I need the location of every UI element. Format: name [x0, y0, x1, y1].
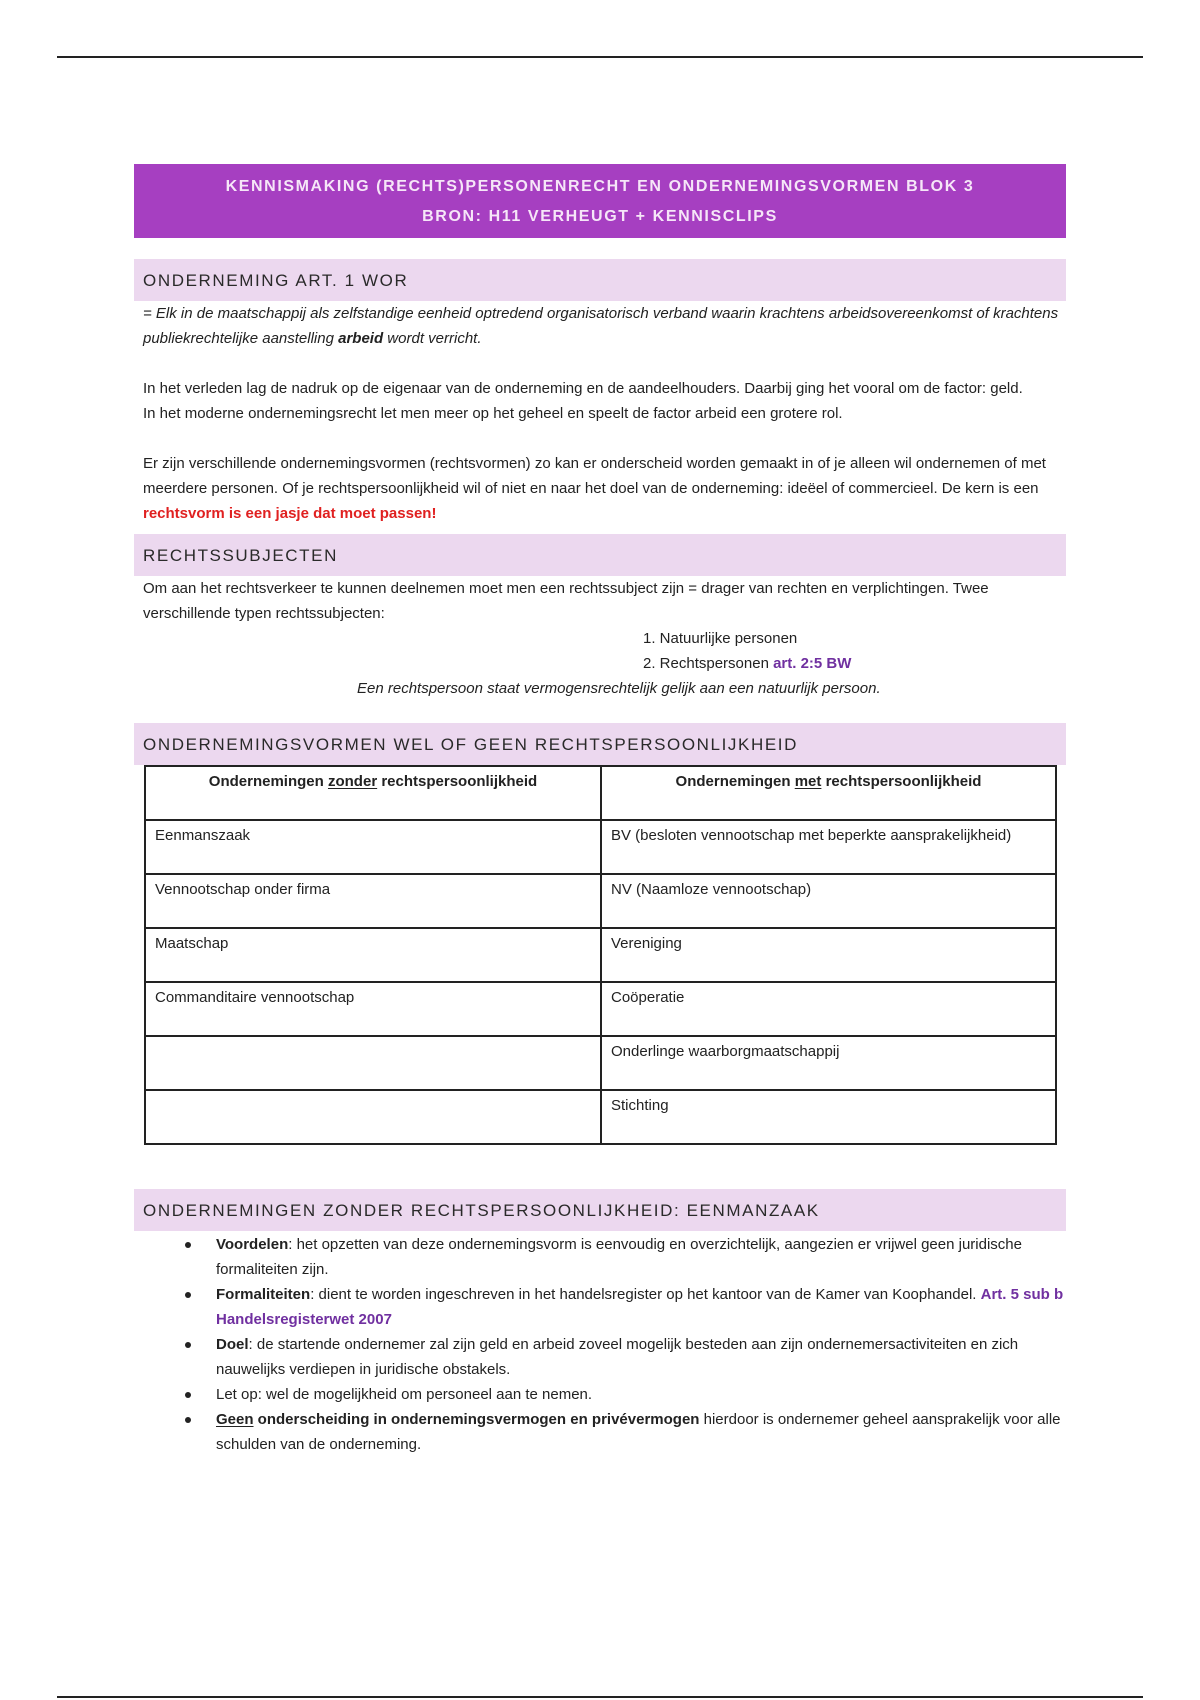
table-cell: Eenmanszaak: [145, 820, 601, 874]
bullet-item: Let op: wel de mogelijkheid om personeel aan te nemen.: [134, 1382, 1066, 1407]
document-title: [134, 164, 1066, 238]
table-cell: [145, 1090, 601, 1144]
bullet-item: Geen onderscheiding in ondernemingsvermogen en privévermogen hierdoor is ondernemer geheel aansprakelijk voor alle schulden van de onderneming.: [134, 1407, 1066, 1457]
section-heading-eenmanszaak: ONDERNEMINGEN ZONDER RECHTSPERSOONLIJKHEID: EENMANZAAK: [134, 1189, 1066, 1231]
table-row: [145, 1036, 1056, 1090]
eenmanszaak-bullets: [134, 1231, 1066, 1457]
ondernemingsvormen-table: [144, 765, 1057, 1145]
table-header-row: [145, 766, 1056, 820]
section-onderneming: [134, 301, 1066, 526]
paragraph: Er zijn verschillende ondernemingsvormen (rechtsvormen) zo kan er onderscheid worden gemaakt in of je alleen wil ondernemen of met meerdere personen. Of je rechtspersoonlijkheid wil of niet en naar het doel van de onderneming: ideëel of commercieel. De kern is een rechtsvorm is een jasje dat moet passen!: [143, 455, 1046, 522]
bottom-rule: [57, 1696, 1143, 1698]
definition: = Elk in de maatschappij als zelfstandige eenheid optredend organisatorisch verband waarin krachtens arbeidsovereenkomst of krachtens publiekrechtelijke aanstelling arbeid wordt verricht.: [143, 305, 1059, 347]
table-row: [145, 928, 1056, 982]
bullet-item: Doel: de startende ondernemer zal zijn geld en arbeid zoveel mogelijk besteden aan zijn ondernemersactiviteiten en zich nauwelijks verdiepen in juridische obstakels.: [134, 1332, 1066, 1382]
section-heading-onderneming: ONDERNEMING ART. 1 WOR: [134, 259, 1066, 301]
table-row: [145, 874, 1056, 928]
law-reference: Art. 5 sub b Handelsregisterwet 2007: [216, 1286, 1064, 1328]
title-line-2: BRON: H11 VERHEUGT + KENNISCLIPS: [422, 208, 778, 225]
bullet-item: Formaliteiten: dient te worden ingeschreven in het handelsregister op het kantoor van de Kamer van Koophandel. Art. 5 sub b Handelsregisterwet 2007: [134, 1282, 1066, 1332]
bullet-item: Voordelen: het opzetten van deze ondernemingsvorm is eenvoudig en overzichtelijk, aangezien er vrijwel geen juridische formaliteiten zijn.: [134, 1232, 1066, 1282]
section-heading-rechtssubjecten: RECHTSSUBJECTEN: [134, 534, 1066, 576]
table-cell: Vereniging: [601, 928, 1056, 982]
list-item: 2. Rechtspersonen art. 2:5 BW: [643, 655, 852, 672]
paragraph: In het moderne ondernemingsrecht let men meer op het geheel en speelt de factor arbeid een grotere rol.: [143, 405, 843, 422]
table-cell: BV (besloten vennootschap met beperkte aansprakelijkheid): [601, 820, 1056, 874]
note: Een rechtspersoon staat vermogensrechtelijk gelijk aan een natuurlijk persoon.: [357, 680, 881, 697]
section-rechtssubjecten: [134, 576, 1066, 701]
document-body: [134, 164, 1066, 1457]
table-cell: [145, 1036, 601, 1090]
table-cell: NV (Naamloze vennootschap): [601, 874, 1056, 928]
table-cell: Maatschap: [145, 928, 601, 982]
table-cell: Coöperatie: [601, 982, 1056, 1036]
paragraph: Om aan het rechtsverkeer te kunnen deelnemen moet men een rechtssubject zijn = drager van rechten en verplichtingen. Twee verschillende typen rechtssubjecten:: [143, 580, 989, 622]
table-cell: Commanditaire vennootschap: [145, 982, 601, 1036]
paragraph: In het verleden lag de nadruk op de eigenaar van de onderneming en de aandeelhouders. Daarbij ging het vooral om de factor: geld.: [143, 380, 1023, 397]
law-reference: art. 2:5 BW: [773, 655, 852, 672]
top-rule: [57, 56, 1143, 58]
list-item: 1. Natuurlijke personen: [643, 630, 798, 647]
table-row: [145, 820, 1056, 874]
title-line-1: KENNISMAKING (RECHTS)PERSONENRECHT EN ONDERNEMINGSVORMEN BLOK 3: [225, 178, 975, 195]
column-header: Ondernemingen zonder rechtspersoonlijkheid: [145, 766, 601, 820]
table-row: [145, 1090, 1056, 1144]
table-cell: Vennootschap onder firma: [145, 874, 601, 928]
table-row: [145, 982, 1056, 1036]
table-cell: Stichting: [601, 1090, 1056, 1144]
column-header: Ondernemingen met rechtspersoonlijkheid: [601, 766, 1056, 820]
table-cell: Onderlinge waarborgmaatschappij: [601, 1036, 1056, 1090]
highlight-text: rechtsvorm is een jasje dat moet passen!: [143, 505, 437, 522]
section-heading-ondernemingsvormen: ONDERNEMINGSVORMEN WEL OF GEEN RECHTSPERSOONLIJKHEID: [134, 723, 1066, 765]
